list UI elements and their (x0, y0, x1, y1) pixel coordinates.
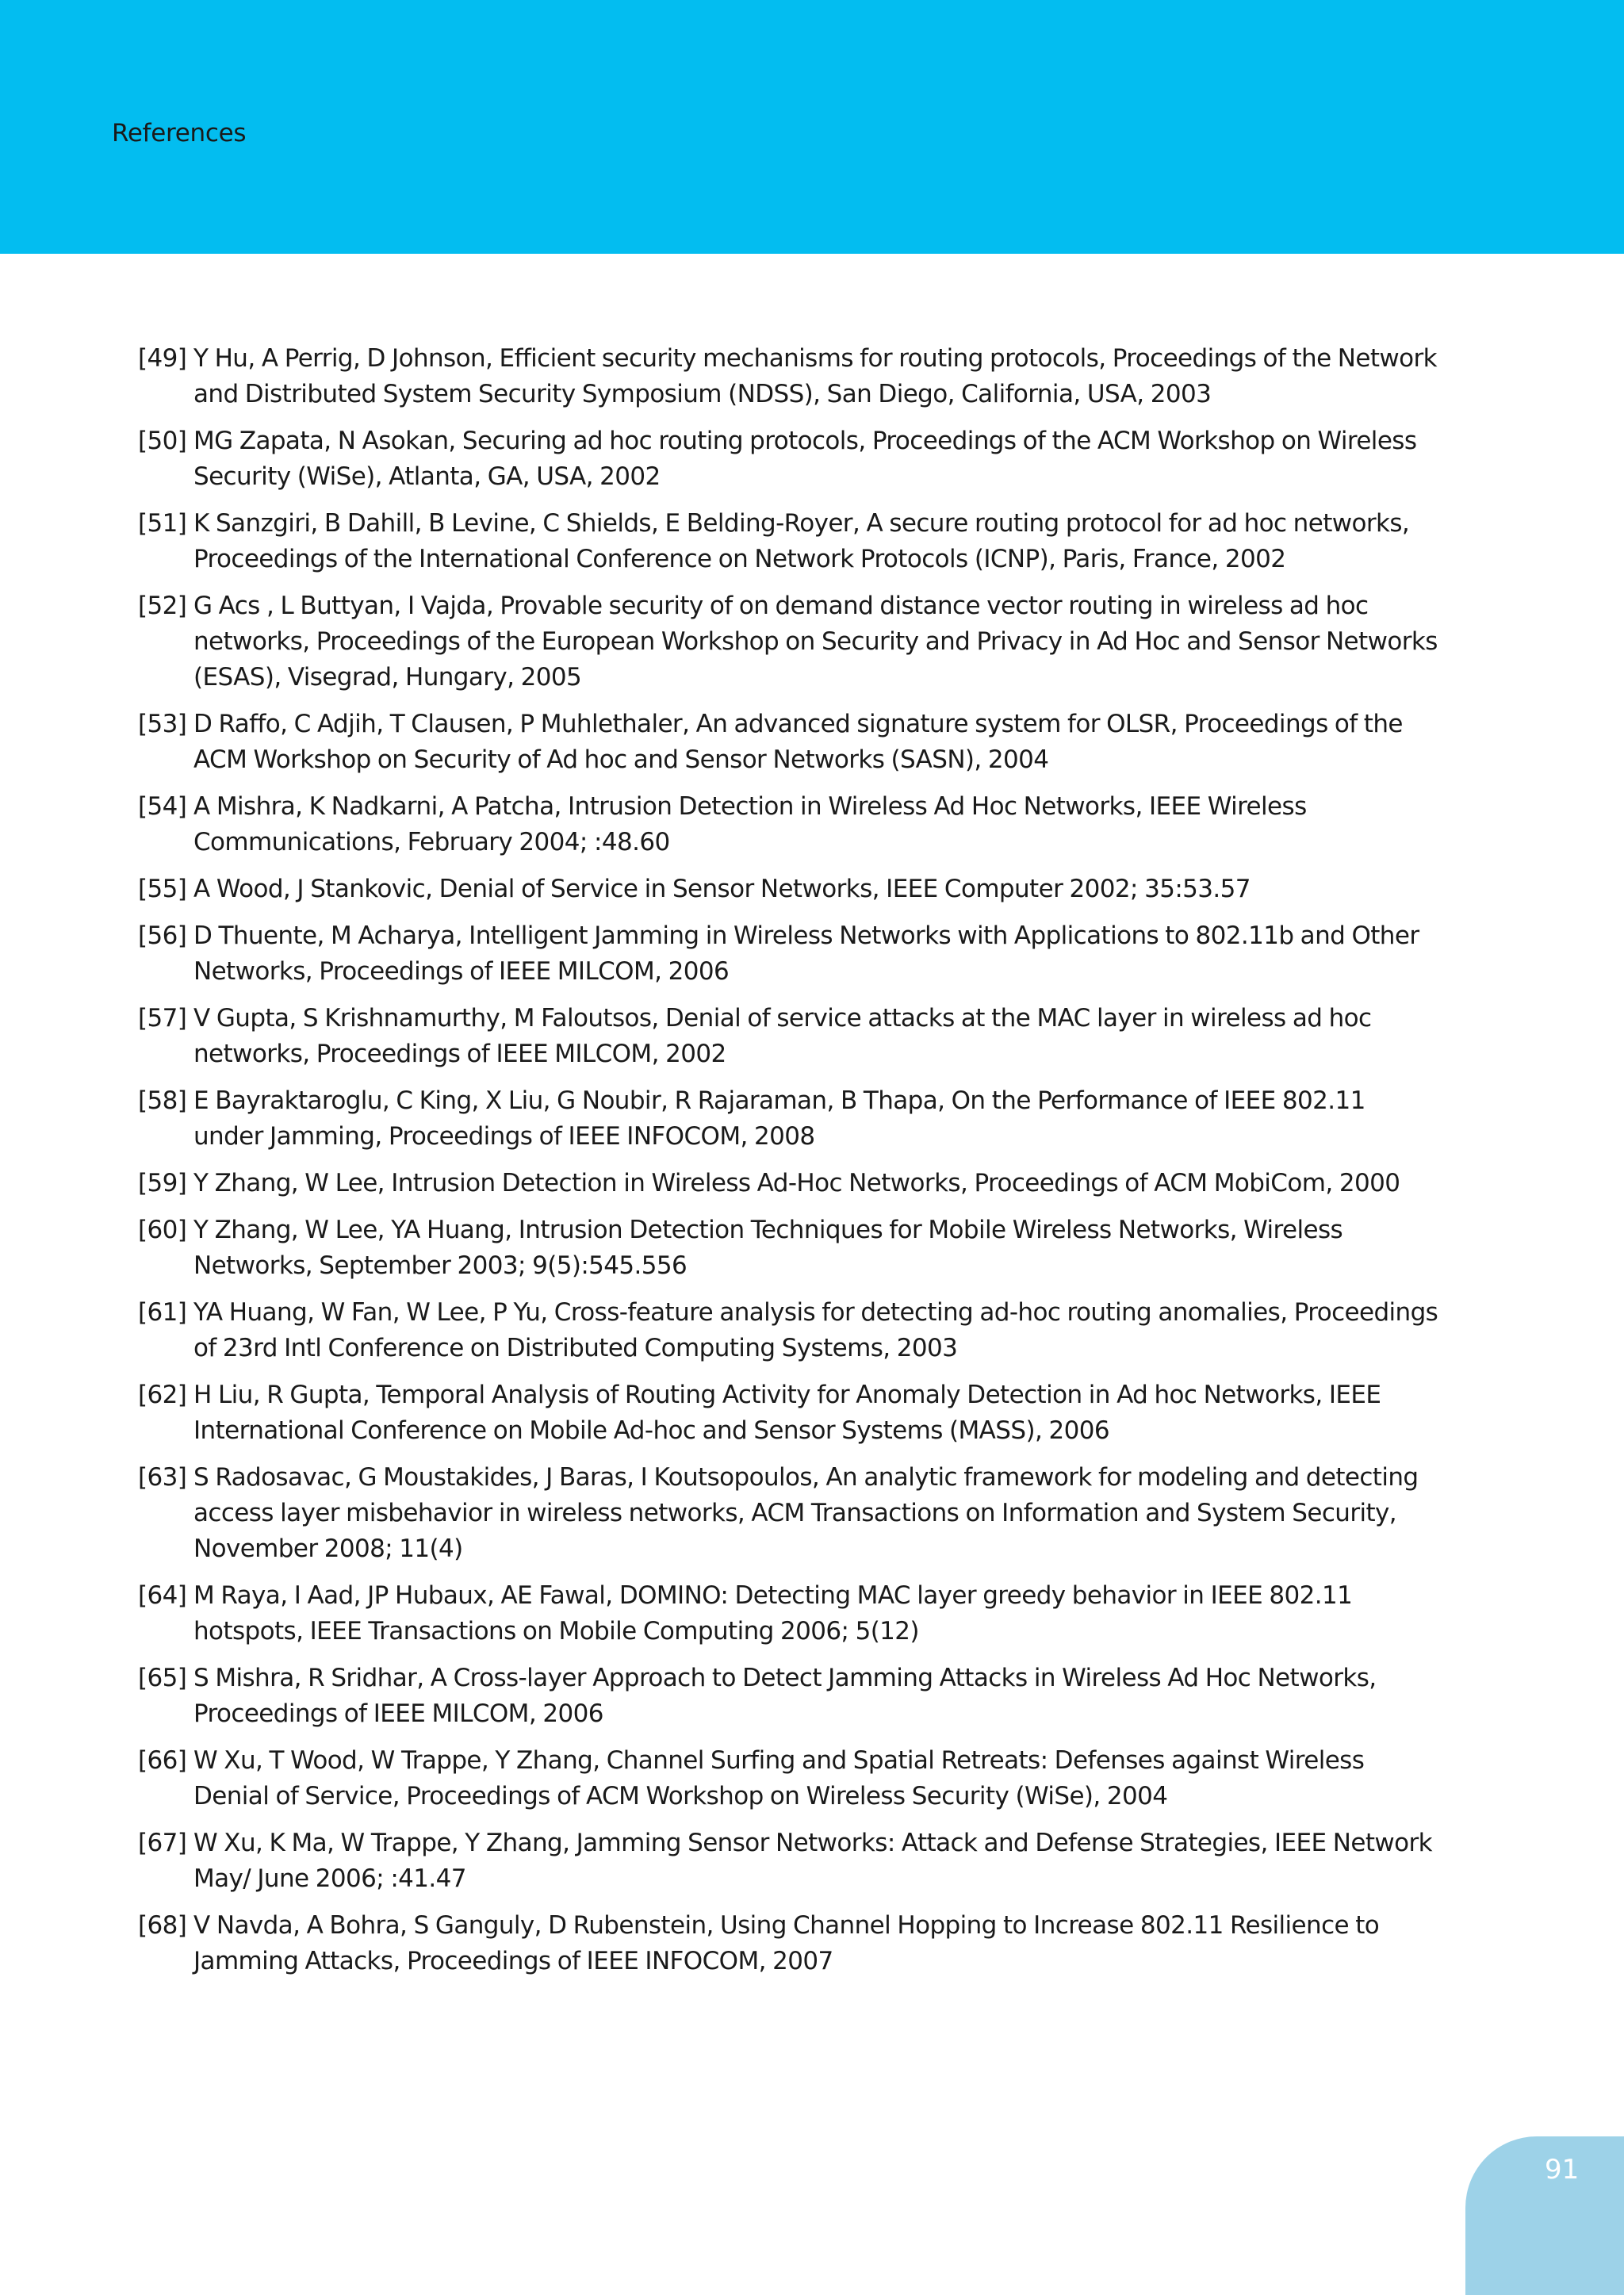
reference-item (138, 1743, 1438, 1814)
reference-number: [55] (138, 875, 187, 903)
reference-text: Y Zhang, W Lee, YA Huang, Intrusion Detection Techniques for Mobile Wireless Networks, Wireless Networks, September 2003; 9(5):545.556 (193, 1216, 1343, 1280)
reference-list (138, 341, 1438, 1990)
reference-text: Y Hu, A Perrig, D Johnson, Efficient security mechanisms for routing protocols, Proceedings of the Network and Distributed System Security Symposium (NDSS), San Diego, California, USA, 2003 (193, 344, 1438, 408)
reference-text: W Xu, T Wood, W Trappe, Y Zhang, Channel Surfing and Spatial Retreats: Defenses against Wireless Denial of Service, Proceedings of ACM Workshop on Wireless Security (WiSe), 2004 (193, 1746, 1365, 1810)
reference-item (138, 1661, 1438, 1732)
reference-number: [52] (138, 592, 187, 620)
reference-number: [60] (138, 1216, 187, 1244)
reference-item (138, 1083, 1438, 1155)
reference-item (138, 918, 1438, 990)
reference-item (138, 789, 1438, 860)
header-band (0, 0, 1624, 254)
reference-item (138, 872, 1438, 907)
reference-item (138, 423, 1438, 495)
reference-text: Y Zhang, W Lee, Intrusion Detection in Wireless Ad-Hoc Networks, Proceedings of ACM MobiCom, 2000 (193, 1169, 1400, 1197)
reference-text: A Wood, J Stankovic, Denial of Service in Sensor Networks, IEEE Computer 2002; 35:53.57 (193, 875, 1251, 903)
reference-number: [62] (138, 1381, 187, 1409)
reference-item (138, 1826, 1438, 1897)
reference-text: V Navda, A Bohra, S Ganguly, D Rubenstein, Using Channel Hopping to Increase 802.11 Resilience to Jamming Attacks, Proceedings of IEEE INFOCOM, 2007 (193, 1911, 1380, 1975)
reference-number: [64] (138, 1581, 187, 1610)
reference-item (138, 707, 1438, 778)
reference-number: [63] (138, 1463, 187, 1492)
reference-item (138, 1295, 1438, 1366)
reference-number: [58] (138, 1086, 187, 1115)
reference-item (138, 1377, 1438, 1449)
reference-text: D Raffo, C Adjih, T Clausen, P Muhlethaler, An advanced signature system for OLSR, Proceedings of the ACM Workshop on Security of Ad hoc and Sensor Networks (SASN), 2004 (193, 710, 1403, 774)
reference-number: [65] (138, 1664, 187, 1692)
reference-number: [57] (138, 1004, 187, 1033)
reference-number: [51] (138, 509, 187, 538)
reference-item (138, 1001, 1438, 1072)
reference-number: [68] (138, 1911, 187, 1940)
reference-item (138, 341, 1438, 412)
reference-item (138, 588, 1438, 695)
reference-text: YA Huang, W Fan, W Lee, P Yu, Cross-feature analysis for detecting ad-hoc routing anomalies, Proceedings of 23rd Intl Conference on Distributed Computing Systems, 2003 (193, 1298, 1438, 1362)
reference-text: W Xu, K Ma, W Trappe, Y Zhang, Jamming Sensor Networks: Attack and Defense Strategies, IEEE Network May/ June 2006; :41.47 (193, 1829, 1432, 1893)
reference-item (138, 1908, 1438, 1979)
reference-text: D Thuente, M Acharya, Intelligent Jamming in Wireless Networks with Applications to 802.11b and Other Networks, Proceedings of IEEE MILCOM, 2006 (193, 921, 1419, 986)
reference-number: [56] (138, 921, 187, 950)
reference-text: H Liu, R Gupta, Temporal Analysis of Routing Activity for Anomaly Detection in Ad hoc Networks, IEEE International Conference on Mobile Ad-hoc and Sensor Systems (MASS), 2006 (193, 1381, 1381, 1445)
page-number: 91 (1545, 2154, 1580, 2186)
reference-text: S Radosavac, G Moustakides, J Baras, I Koutsopoulos, An analytic framework for modeling and detecting access layer misbehavior in wireless networks, ACM Transactions on Information and System Security, November 2008; 11(4) (193, 1463, 1419, 1563)
reference-text: K Sanzgiri, B Dahill, B Levine, C Shields, E Belding-Royer, A secure routing protocol for ad hoc networks, Proceedings of the International Conference on Network Protocols (ICNP), Paris, France, 2002 (193, 509, 1410, 573)
reference-number: [49] (138, 344, 187, 373)
reference-number: [54] (138, 792, 187, 821)
reference-item (138, 506, 1438, 577)
reference-item (138, 1166, 1438, 1201)
reference-text: E Bayraktaroglu, C King, X Liu, G Noubir, R Rajaraman, B Thapa, On the Performance of IEEE 802.11 under Jamming, Proceedings of IEEE INFOCOM, 2008 (193, 1086, 1365, 1151)
reference-number: [53] (138, 710, 187, 738)
reference-text: V Gupta, S Krishnamurthy, M Faloutsos, Denial of service attacks at the MAC layer in wireless ad hoc networks, Proceedings of IEEE MILCOM, 2002 (193, 1004, 1372, 1068)
reference-number: [50] (138, 427, 187, 455)
reference-number: [61] (138, 1298, 187, 1327)
reference-number: [66] (138, 1746, 187, 1775)
reference-text: G Acs , L Buttyan, I Vajda, Provable security of on demand distance vector routing in wireless ad hoc networks, Proceedings of the European Workshop on Security and Privacy in Ad Hoc and Sensor Networks (ESAS), Visegrad, Hungary, 2005 (193, 592, 1438, 692)
reference-number: [67] (138, 1829, 187, 1857)
section-title: References (112, 119, 247, 148)
reference-item (138, 1460, 1438, 1567)
reference-item (138, 1213, 1438, 1284)
reference-item (138, 1578, 1438, 1649)
reference-text: MG Zapata, N Asokan, Securing ad hoc routing protocols, Proceedings of the ACM Workshop on Wireless Security (WiSe), Atlanta, GA, USA, 2002 (193, 427, 1417, 491)
reference-text: A Mishra, K Nadkarni, A Patcha, Intrusion Detection in Wireless Ad Hoc Networks, IEEE Wireless Communications, February 2004; :48.60 (193, 792, 1307, 856)
reference-text: M Raya, I Aad, JP Hubaux, AE Fawal, DOMINO: Detecting MAC layer greedy behavior in IEEE 802.11 hotspots, IEEE Transactions on Mobile Computing 2006; 5(12) (193, 1581, 1353, 1646)
reference-number: [59] (138, 1169, 187, 1197)
reference-text: S Mishra, R Sridhar, A Cross-layer Approach to Detect Jamming Attacks in Wireless Ad Hoc Networks, Proceedings of IEEE MILCOM, 2006 (193, 1664, 1377, 1728)
